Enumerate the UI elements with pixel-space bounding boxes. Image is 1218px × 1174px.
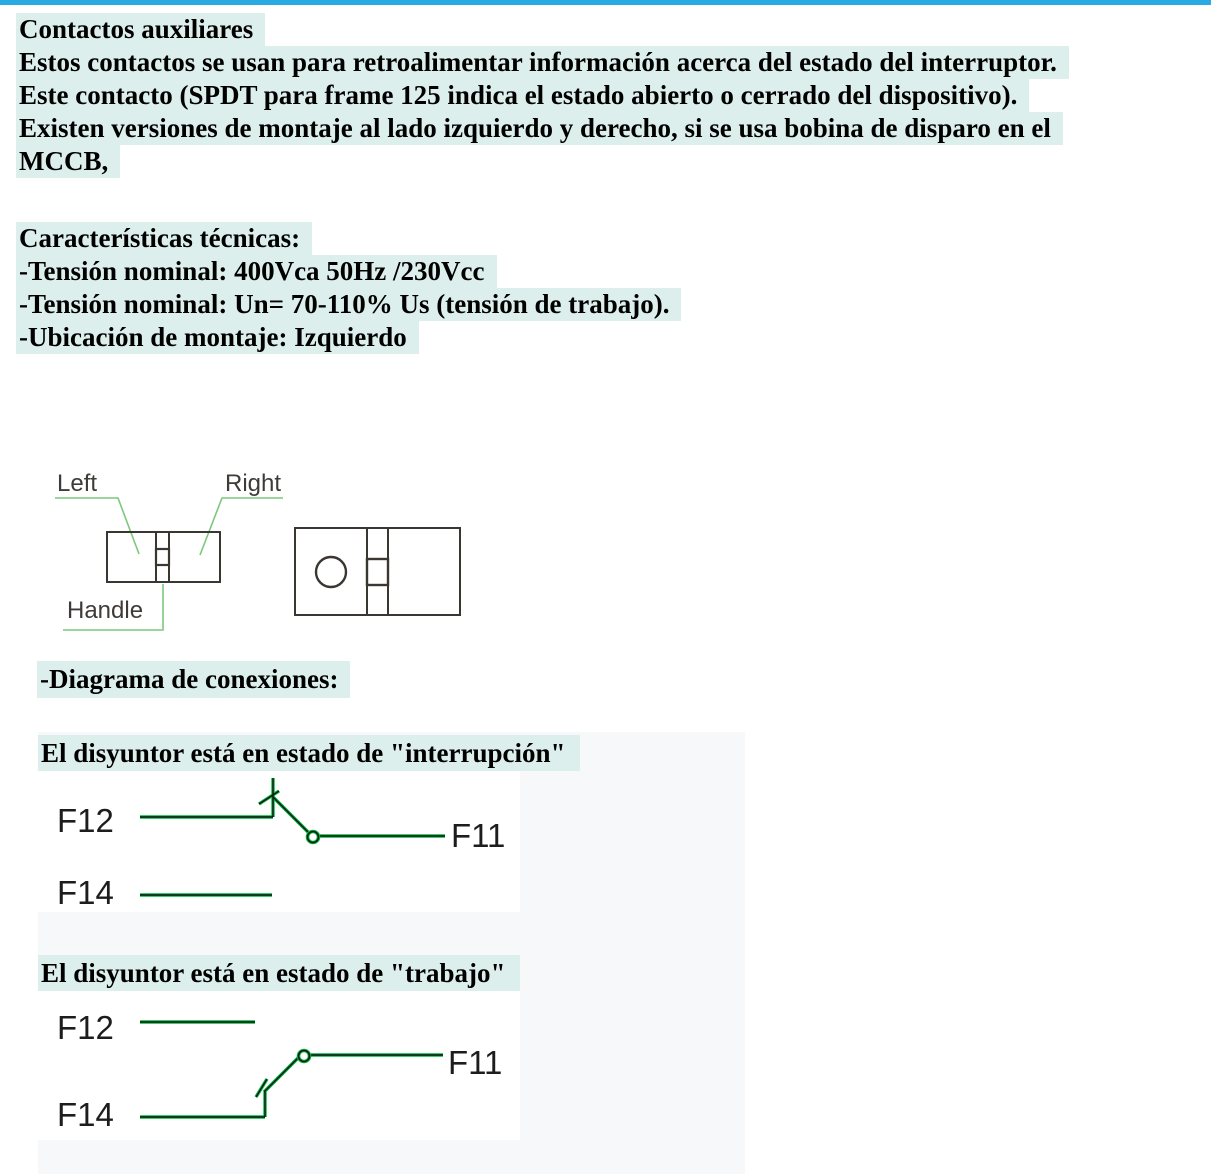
circuit-lines-green [140,1022,443,1117]
diagram-open-canvas [38,771,520,912]
intro-line [16,13,1069,46]
intro-line [16,46,1069,79]
circuit-closed-state [38,991,520,1140]
diagram-closed-canvas [38,991,520,1140]
breaker-front-view [107,532,220,582]
circuit-lines-core [140,778,445,895]
specs-line-text: Características técnicas: [16,222,312,255]
intro-line-text: Contactos auxiliares [16,13,265,46]
intro-line [16,79,1069,112]
handle-label: Handle [67,597,144,624]
intro-line-text: Este contacto (SPDT para frame 125 indica el estado abierto o cerrado del dispositivo). [16,79,1029,112]
circuit-lines-core [140,1022,443,1117]
specs-line-text: -Ubicación de montaje: Izquierdo [16,321,419,354]
specs-line [16,288,681,321]
terminal-f12-label: F12 [57,802,114,839]
intro-line-text: Existen versiones de montaje al lado izquierdo y derecho, si se usa bobina de disparo en el [16,112,1063,145]
terminal-f11-label: F11 [451,817,506,854]
terminal-f11-label: F11 [448,1044,503,1081]
coil-circle [316,557,346,587]
diagram-closed-title: El disyuntor está en estado de "trabajo" [38,955,520,991]
intro-line [16,112,1069,145]
terminal-f14-label: F14 [57,874,114,911]
left-label: Left [57,470,98,497]
intro-paragraph [16,13,1069,178]
specs-line [16,222,681,255]
intro-line [16,145,1069,178]
connections-heading-text: -Diagrama de conexiones: [37,661,350,698]
circuit-open-state [38,771,520,912]
intro-line-text: MCCB, [16,145,120,178]
diagram-open-title: El disyuntor está en estado de "interrupción" [38,735,580,771]
specs-line [16,255,681,288]
mounting-position-diagram [40,465,480,637]
intro-line-text: Estos contactos se usan para retroalimentar información acerca del estado del interruptor. [16,46,1069,79]
specs-line-text: -Tensión nominal: 400Vca 50Hz /230Vcc [16,255,497,288]
breaker-side-view [295,528,460,615]
terminal-f12-label: F12 [57,1009,114,1046]
connection-diagrams-panel [38,732,745,1174]
right-label: Right [225,470,282,497]
top-border-rule [0,0,1211,5]
connections-heading [37,661,350,698]
specs-line [16,321,681,354]
terminal-f14-label: F14 [57,1096,114,1133]
specs-line-text: -Tensión nominal: Un= 70-110% Us (tensión de trabajo). [16,288,681,321]
specs-paragraph [16,222,681,354]
